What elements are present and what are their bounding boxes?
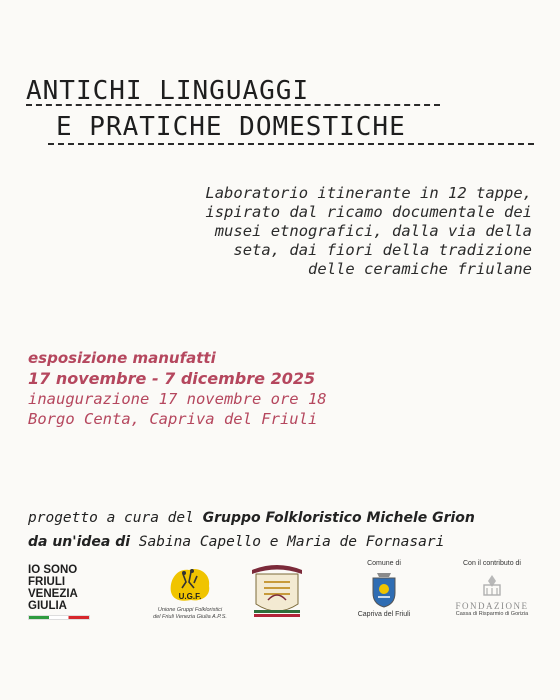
comune-bottom-label: Capriva del Friuli [357,611,411,618]
fondazione-sub: Cassa di Risparmio di Gorizia [455,611,529,617]
ugf-mark: U.G.F. [178,592,202,601]
project-credit [28,506,475,530]
exhibition-location: Borgo Centa, Capriva del Friuli [28,410,318,428]
intro-line: ispirato dal ricamo documentale dei [205,203,532,221]
comune-top-label: Comune di [367,560,401,567]
comune-logo [348,560,420,618]
ugf-caption: del Friuli Venezia Giulia A.P.S. [153,614,227,620]
ugf-logo [142,560,238,621]
intro-line: seta, dai fiori della tradizione [233,241,532,259]
intro-paragraph [62,184,532,279]
intro-line: musei etnografici, dalla via della [214,222,532,240]
grion-logo [248,560,306,630]
comune-shield-icon [369,571,399,609]
fvg-line: VENEZIA [28,588,78,600]
title-block [0,0,560,160]
dashed-underline-1 [26,104,440,106]
exhibition-dates: 17 novembre - 7 dicembre 2025 [28,369,316,388]
grion-crest-icon [248,560,306,626]
project-group: Gruppo Folkloristico Michele Grion [202,510,475,526]
fvg-line: IO SONO [28,564,78,576]
idea-authors: Sabina Capello e Maria de Fornasari [138,534,445,550]
idea-prefix: da un'idea di [28,534,131,550]
exhibition-info [28,348,327,429]
fondazione-name: FONDAZIONE [455,601,529,611]
dashed-underline-2 [48,143,534,145]
idea-credit [28,530,475,554]
fondazione-logo [446,560,538,618]
project-prefix: progetto a cura del [28,510,194,526]
credits [28,506,475,554]
title-line-2: E PRATICHE DOMESTICHE [56,112,406,142]
exhibition-heading: esposizione manufatti [28,349,216,367]
intro-line: Laboratorio itinerante in 12 tappe, [205,184,532,202]
fondazione-emblem-icon [475,573,509,599]
title-line-1: ANTICHI LINGUAGGI [26,76,310,106]
fvg-line: GIULIA [28,600,67,612]
sponsor-logos [0,560,560,640]
fvg-line: FRIULI [28,576,66,588]
fondazione-top-label: Con il contributo di [463,560,521,567]
intro-line: delle ceramiche friulane [308,260,532,278]
fvg-logo [28,564,90,620]
ugf-caption: Unione Gruppi Folkloristici [157,607,223,613]
italian-flag-stripe [28,615,90,620]
exhibition-opening: inaugurazione 17 novembre ore 18 [28,390,327,408]
